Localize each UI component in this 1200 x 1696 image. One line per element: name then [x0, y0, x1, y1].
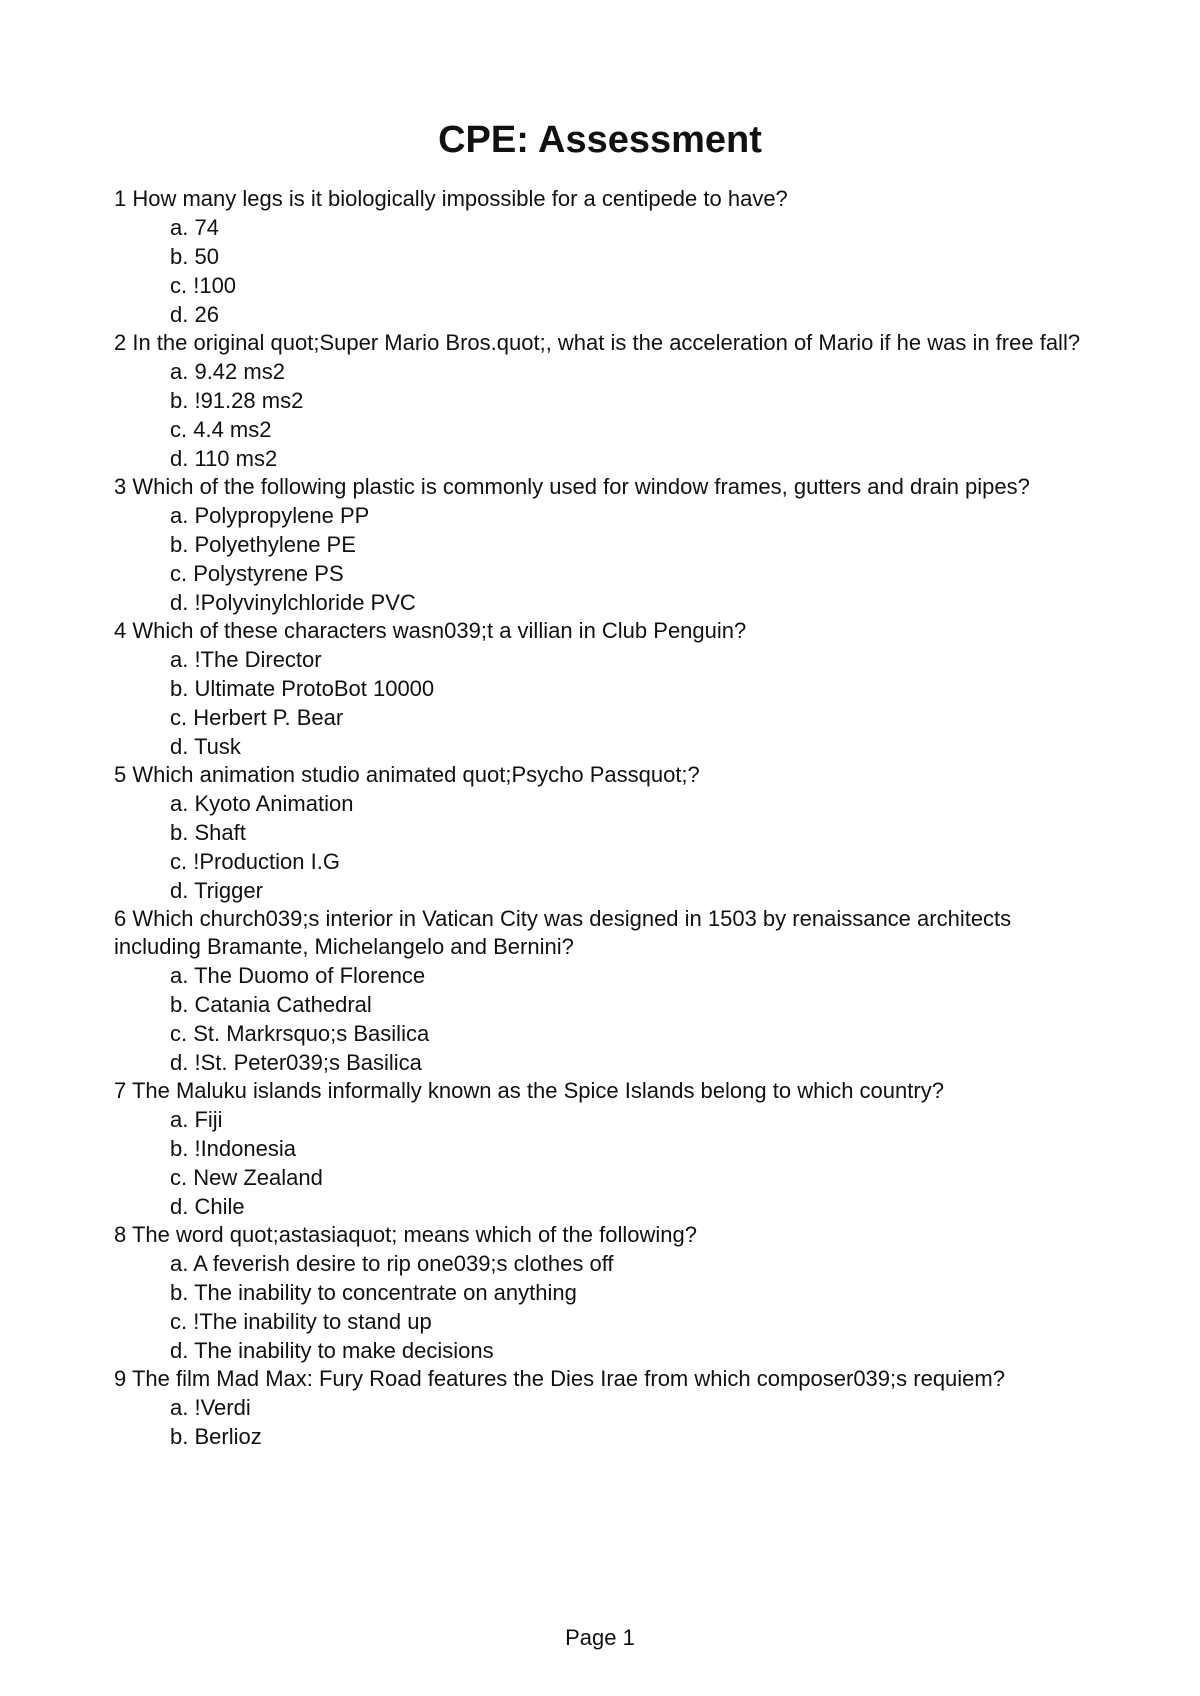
answer-option: a. The Duomo of Florence: [170, 963, 426, 988]
question-text: 7 The Maluku islands informally known as the Spice Islands belong to which country?: [114, 1078, 944, 1103]
page-number: Page 1: [565, 1625, 635, 1650]
answer-option: b. Ultimate ProtoBot 10000: [170, 676, 435, 701]
question-item: [114, 473, 1094, 617]
question-text: 5 Which animation studio animated quot;Psycho Passquot;?: [114, 762, 700, 787]
question-list: [114, 185, 1094, 1451]
answer-option: d. !Polyvinylchloride PVC: [170, 590, 416, 615]
answer-option: d. The inability to make decisions: [170, 1338, 494, 1363]
answer-option: b. 50: [170, 244, 219, 269]
answer-option: b. Catania Cathedral: [170, 992, 372, 1017]
answer-option: c. !100: [170, 273, 237, 298]
question-text: 6 Which church039;s interior in Vatican City was designed in 1503 by renaissance architects including Bramante, Michelangelo and Bernini?: [114, 906, 1012, 959]
answer-option: c. !The inability to stand up: [170, 1309, 432, 1334]
question-text: 8 The word quot;astasiaquot; means which of the following?: [114, 1222, 697, 1247]
answer-option: a. !Verdi: [170, 1395, 251, 1420]
question-text: 1 How many legs is it biologically impossible for a centipede to have?: [114, 186, 788, 211]
answer-option: d. Chile: [170, 1194, 245, 1219]
answer-option: a. Kyoto Animation: [170, 791, 354, 816]
question-item: [114, 1077, 1094, 1221]
question-text: 4 Which of these characters wasn039;t a villian in Club Penguin?: [114, 618, 747, 643]
answer-option: c. !Production I.G: [170, 849, 340, 874]
answer-option: b. !91.28 ms2: [170, 388, 304, 413]
answer-option: d. 26: [170, 302, 219, 327]
answer-option: c. New Zealand: [170, 1165, 323, 1190]
question-item: [114, 1221, 1094, 1365]
question-text: 3 Which of the following plastic is commonly used for window frames, gutters and drain pipes?: [114, 474, 1030, 499]
answer-option: d. Tusk: [170, 734, 241, 759]
question-item: [114, 761, 1094, 905]
question-item: [114, 185, 1094, 329]
answer-option: b. Shaft: [170, 820, 246, 845]
question-text: 9 The film Mad Max: Fury Road features the Dies Irae from which composer039;s requiem?: [114, 1366, 1005, 1391]
answer-option: a. 74: [170, 215, 219, 240]
answer-option: b. The inability to concentrate on anything: [170, 1280, 577, 1305]
question-item: [114, 617, 1094, 761]
question-item: [114, 905, 1094, 1077]
answer-option: d. !St. Peter039;s Basilica: [170, 1050, 422, 1075]
answer-option: b. Polyethylene PE: [170, 532, 356, 557]
answer-option: a. Fiji: [170, 1107, 223, 1132]
question-item: [114, 1365, 1094, 1451]
answer-option: c. Herbert P. Bear: [170, 705, 344, 730]
answer-option: a. !The Director: [170, 647, 322, 672]
answer-option: c. 4.4 ms2: [170, 417, 272, 442]
answer-option: d. 110 ms2: [170, 446, 278, 471]
answer-option: a. A feverish desire to rip one039;s clothes off: [170, 1251, 614, 1276]
answer-option: a. Polypropylene PP: [170, 503, 370, 528]
answer-option: a. 9.42 ms2: [170, 359, 285, 384]
question-item: [114, 329, 1094, 473]
page-title: CPE: Assessment: [438, 119, 762, 161]
answer-option: c. Polystyrene PS: [170, 561, 344, 586]
answer-option: b. Berlioz: [170, 1424, 262, 1449]
answer-option: c. St. Markrsquo;s Basilica: [170, 1021, 430, 1046]
answer-option: d. Trigger: [170, 878, 263, 903]
question-text: 2 In the original quot;Super Mario Bros.quot;, what is the acceleration of Mario if he was in free fall?: [114, 330, 1081, 355]
answer-option: b. !Indonesia: [170, 1136, 296, 1161]
